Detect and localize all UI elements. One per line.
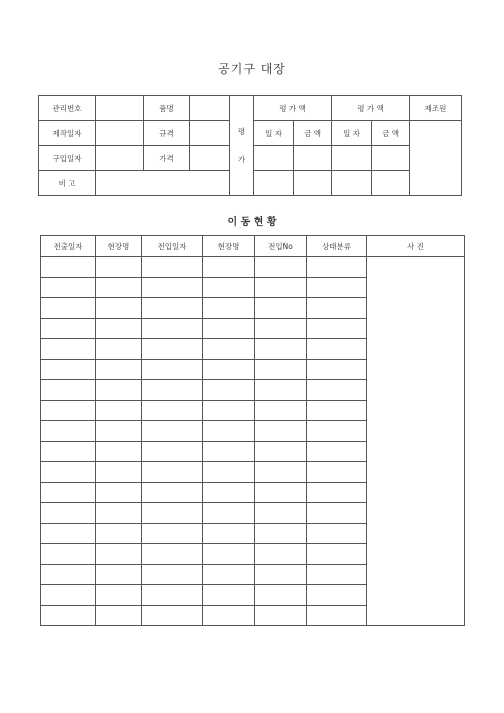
eval-cell[interactable] bbox=[372, 146, 410, 171]
table-cell[interactable] bbox=[41, 257, 96, 278]
table-cell[interactable] bbox=[203, 257, 255, 278]
table-cell[interactable] bbox=[255, 359, 307, 380]
table-cell[interactable] bbox=[41, 339, 96, 360]
value-remarks[interactable] bbox=[96, 171, 230, 196]
table-cell[interactable] bbox=[203, 339, 255, 360]
table-cell[interactable] bbox=[255, 380, 307, 401]
table-cell[interactable] bbox=[96, 298, 142, 319]
table-cell[interactable] bbox=[142, 605, 203, 626]
table-cell[interactable] bbox=[255, 503, 307, 524]
table-cell[interactable] bbox=[307, 359, 367, 380]
label-remarks: 비 고 bbox=[39, 171, 96, 196]
table-cell[interactable] bbox=[41, 400, 96, 421]
header-transfer-out-date: 전출일자 bbox=[41, 236, 96, 257]
table-cell[interactable] bbox=[41, 605, 96, 626]
tool-info-table bbox=[38, 95, 462, 196]
table-cell[interactable] bbox=[255, 257, 307, 278]
value-item-name[interactable] bbox=[190, 96, 230, 121]
table-cell[interactable] bbox=[203, 318, 255, 339]
table-cell[interactable] bbox=[96, 462, 142, 483]
table-cell[interactable] bbox=[142, 503, 203, 524]
table-cell[interactable] bbox=[203, 277, 255, 298]
value-make-date[interactable] bbox=[96, 121, 144, 146]
table-cell[interactable] bbox=[142, 523, 203, 544]
movement-table bbox=[40, 235, 465, 626]
table-cell[interactable] bbox=[255, 441, 307, 462]
table-cell[interactable] bbox=[203, 298, 255, 319]
table-cell[interactable] bbox=[96, 257, 142, 278]
table-cell[interactable] bbox=[307, 339, 367, 360]
table-cell[interactable] bbox=[142, 339, 203, 360]
table-cell[interactable] bbox=[255, 400, 307, 421]
table-cell[interactable] bbox=[142, 462, 203, 483]
table-cell[interactable] bbox=[203, 523, 255, 544]
table-cell[interactable] bbox=[203, 400, 255, 421]
header-transfer-in-no: 전입No bbox=[255, 236, 307, 257]
table-cell[interactable] bbox=[255, 462, 307, 483]
table-cell[interactable] bbox=[307, 503, 367, 524]
table-cell[interactable] bbox=[203, 564, 255, 585]
label-make-date: 제작일자 bbox=[39, 121, 96, 146]
table-cell[interactable] bbox=[203, 421, 255, 442]
table-cell[interactable] bbox=[307, 318, 367, 339]
header-photo: 사 진 bbox=[367, 236, 465, 257]
table-cell[interactable] bbox=[41, 298, 96, 319]
table-cell[interactable] bbox=[41, 564, 96, 585]
table-cell[interactable] bbox=[96, 318, 142, 339]
table-cell[interactable] bbox=[96, 400, 142, 421]
value-mgmt-no[interactable] bbox=[96, 96, 144, 121]
table-cell[interactable] bbox=[307, 400, 367, 421]
eval-amount-header-2: 평 가 액 bbox=[332, 96, 410, 121]
table-cell[interactable] bbox=[203, 359, 255, 380]
table-cell[interactable] bbox=[41, 585, 96, 606]
table-cell[interactable] bbox=[142, 277, 203, 298]
table-cell[interactable] bbox=[96, 544, 142, 565]
table-cell[interactable] bbox=[255, 482, 307, 503]
table-cell[interactable] bbox=[41, 544, 96, 565]
table-cell[interactable] bbox=[41, 523, 96, 544]
table-cell[interactable] bbox=[96, 503, 142, 524]
table-cell[interactable] bbox=[203, 544, 255, 565]
label-purchase-date: 구입일자 bbox=[39, 146, 96, 171]
label-item-name: 품명 bbox=[144, 96, 190, 121]
table-cell[interactable] bbox=[41, 359, 96, 380]
table-cell[interactable] bbox=[307, 544, 367, 565]
table-cell[interactable] bbox=[142, 318, 203, 339]
table-row bbox=[41, 257, 465, 278]
eval-cell[interactable] bbox=[254, 146, 294, 171]
table-cell[interactable] bbox=[41, 462, 96, 483]
eval-cell[interactable] bbox=[254, 171, 294, 196]
table-cell[interactable] bbox=[142, 298, 203, 319]
table-cell[interactable] bbox=[142, 564, 203, 585]
value-spec[interactable] bbox=[190, 121, 230, 146]
eval-cell[interactable] bbox=[332, 146, 372, 171]
label-mgmt-no: 관리번호 bbox=[39, 96, 96, 121]
table-cell[interactable] bbox=[307, 564, 367, 585]
table-cell[interactable] bbox=[255, 277, 307, 298]
table-cell[interactable] bbox=[96, 585, 142, 606]
table-cell[interactable] bbox=[255, 544, 307, 565]
page-title: 공기구 대장 bbox=[218, 62, 286, 76]
table-cell[interactable] bbox=[255, 298, 307, 319]
table-cell[interactable] bbox=[41, 503, 96, 524]
eval-cell[interactable] bbox=[332, 171, 372, 196]
table-cell[interactable] bbox=[203, 585, 255, 606]
table-cell[interactable] bbox=[203, 462, 255, 483]
table-cell[interactable] bbox=[96, 380, 142, 401]
movement-subtitle: 이 동 현 황 bbox=[227, 217, 277, 228]
table-cell[interactable] bbox=[255, 585, 307, 606]
table-cell[interactable] bbox=[41, 380, 96, 401]
value-price[interactable] bbox=[190, 146, 230, 171]
eval-amount-sub-1: 금 액 bbox=[294, 121, 332, 146]
table-cell[interactable] bbox=[142, 380, 203, 401]
header-status: 상태분류 bbox=[307, 236, 367, 257]
eval-date-header-1: 일 자 bbox=[254, 121, 294, 146]
table-cell[interactable] bbox=[142, 359, 203, 380]
label-price: 가격 bbox=[144, 146, 190, 171]
table-cell[interactable] bbox=[255, 318, 307, 339]
table-cell[interactable] bbox=[307, 380, 367, 401]
table-cell[interactable] bbox=[41, 441, 96, 462]
eval-date-header-2: 일 자 bbox=[332, 121, 372, 146]
eval-label-char-1: 평 bbox=[237, 126, 246, 136]
table-cell[interactable] bbox=[203, 380, 255, 401]
table-cell[interactable] bbox=[41, 277, 96, 298]
table-cell[interactable] bbox=[255, 564, 307, 585]
table-cell[interactable] bbox=[142, 544, 203, 565]
table-cell[interactable] bbox=[96, 605, 142, 626]
header-site-name: 현장명 bbox=[96, 236, 142, 257]
table-cell[interactable] bbox=[307, 605, 367, 626]
table-cell[interactable] bbox=[96, 482, 142, 503]
table-cell[interactable] bbox=[203, 441, 255, 462]
table-cell[interactable] bbox=[307, 277, 367, 298]
table-cell[interactable] bbox=[96, 277, 142, 298]
table-cell[interactable] bbox=[203, 605, 255, 626]
table-cell[interactable] bbox=[255, 523, 307, 544]
table-cell[interactable] bbox=[142, 400, 203, 421]
table-cell[interactable] bbox=[41, 421, 96, 442]
eval-label-char-2: 가 bbox=[237, 154, 246, 164]
eval-amount-header-1: 평 가 액 bbox=[254, 96, 332, 121]
table-cell[interactable] bbox=[255, 339, 307, 360]
eval-amount-sub-2: 금 액 bbox=[372, 121, 410, 146]
table-cell[interactable] bbox=[307, 441, 367, 462]
table-cell[interactable] bbox=[96, 523, 142, 544]
header-transfer-in-date: 전입일자 bbox=[142, 236, 203, 257]
eval-cell[interactable] bbox=[294, 146, 332, 171]
table-cell[interactable] bbox=[96, 421, 142, 442]
table-cell[interactable] bbox=[142, 585, 203, 606]
table-cell[interactable] bbox=[307, 257, 367, 278]
manufacturer-value[interactable] bbox=[410, 121, 462, 196]
value-purchase-date[interactable] bbox=[96, 146, 144, 171]
header-site-name-2: 현장명 bbox=[203, 236, 255, 257]
table-cell[interactable] bbox=[307, 482, 367, 503]
table-cell[interactable] bbox=[307, 523, 367, 544]
table-cell[interactable] bbox=[203, 503, 255, 524]
table-cell[interactable] bbox=[142, 482, 203, 503]
eval-cell[interactable] bbox=[294, 171, 332, 196]
eval-label bbox=[230, 96, 254, 196]
table-cell[interactable] bbox=[307, 298, 367, 319]
table-cell[interactable] bbox=[142, 421, 203, 442]
label-spec: 규격 bbox=[144, 121, 190, 146]
photo-area[interactable] bbox=[367, 257, 465, 626]
table-cell[interactable] bbox=[96, 359, 142, 380]
table-cell[interactable] bbox=[203, 482, 255, 503]
table-cell[interactable] bbox=[142, 257, 203, 278]
table-cell[interactable] bbox=[41, 318, 96, 339]
table-cell[interactable] bbox=[142, 441, 203, 462]
table-cell[interactable] bbox=[96, 564, 142, 585]
table-cell[interactable] bbox=[255, 421, 307, 442]
manufacturer-label: 제조원 bbox=[410, 96, 462, 121]
table-cell[interactable] bbox=[307, 462, 367, 483]
table-cell[interactable] bbox=[96, 339, 142, 360]
table-cell[interactable] bbox=[307, 421, 367, 442]
table-cell[interactable] bbox=[41, 482, 96, 503]
eval-cell[interactable] bbox=[372, 171, 410, 196]
table-cell[interactable] bbox=[255, 605, 307, 626]
table-cell[interactable] bbox=[307, 585, 367, 606]
table-cell[interactable] bbox=[96, 441, 142, 462]
